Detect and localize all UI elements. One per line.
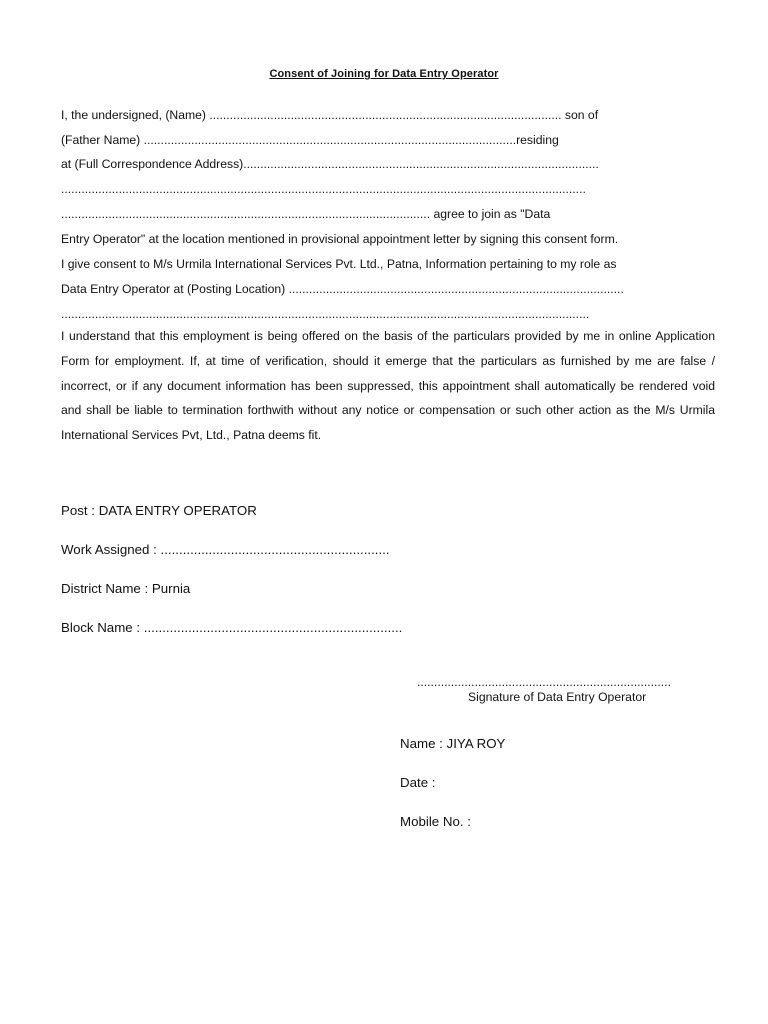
signature-label: Signature of Data Entry Operator (468, 690, 647, 704)
form-line-address-cont: ........................................................................................................................................................... (61, 182, 586, 196)
block-field: Block Name : ...................................................................... (61, 620, 403, 635)
operator-mobile: Mobile No. : (400, 814, 471, 829)
form-line-address: at (Full Correspondence Address)......................................................................................................... (61, 157, 599, 171)
document-title: Consent of Joining for Data Entry Operator (269, 68, 499, 80)
form-line-father-name: (Father Name) ..............................................................................................................residing (61, 133, 559, 147)
signature-line: ........................................................................... (417, 675, 671, 689)
operator-date: Date : (400, 775, 436, 790)
district-field: District Name : Purnia (61, 581, 191, 596)
operator-name: Name : JIYA ROY (400, 736, 506, 751)
form-line-agree: ............................................................................................................. agree to join as "Data (61, 207, 551, 221)
form-line-posting: Data Entry Operator at (Posting Location) ................................................................................................... (61, 282, 624, 296)
form-line-posting-cont: ............................................................................................................................................................ (61, 307, 590, 321)
post-field: Post : DATA ENTRY OPERATOR (61, 503, 257, 518)
declaration-paragraph: I understand that this employment is being offered on the basis of the particulars provided by me in online Application Form for employment. If, at time of verification, should it emerge that the particulars as furnished by me are false / incorrect, or if any document information has been suppressed, this appointment shall automatically be rendered void and shall be liable to termination forthwith without any notice or compensation or such other action as the M/s Urmila International Services Pvt, Ltd., Patna deems fit. (61, 329, 715, 443)
work-assigned-field: Work Assigned : .............................................................. (61, 542, 390, 557)
form-line-name: I, the undersigned, (Name) ........................................................................................................ son of (61, 108, 599, 122)
form-line-consent: Entry Operator" at the location mentioned in provisional appointment letter by signing this consent form. (61, 232, 619, 246)
form-line-give-consent: I give consent to M/s Urmila International Services Pvt. Ltd., Patna, Information pertaining to my role as (61, 257, 617, 271)
